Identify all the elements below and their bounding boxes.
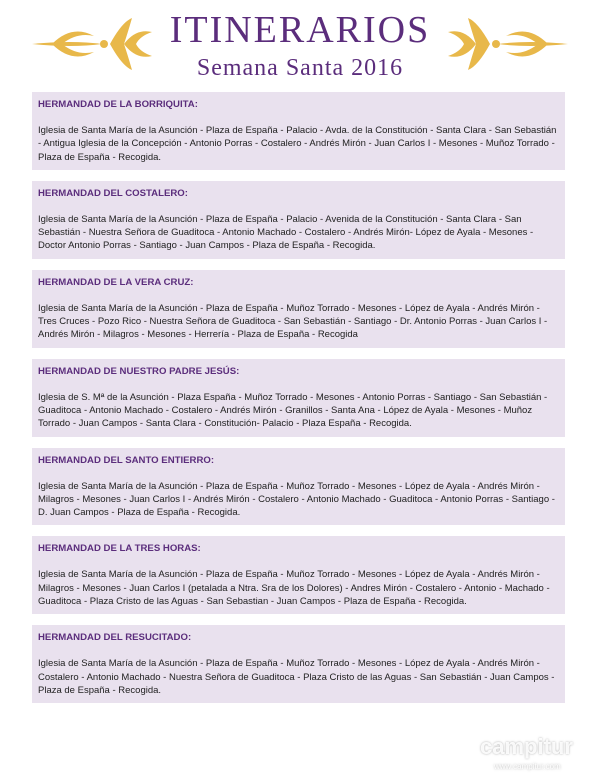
itinerary-section-costalero <box>32 181 565 259</box>
section-title: HERMANDAD DEL RESUCITADO: <box>38 632 192 644</box>
watermark-logo <box>470 724 594 774</box>
section-route: Iglesia de Santa María de la Asunción - Plaza de España - Muñoz Torrado - Mesones - López de Ayala - Andrés Mirón - Milagros - Mesones - Juan Carlos I (petalada a Ntra. Sra de los Dolores) - Andres Mirón - Costalero - Antonio - Machado - Guaditoca - Plaza Cristo de las Aguas - San Sebastian - Juan Campos - Plaza de España - Recogida. <box>38 569 550 608</box>
itinerary-section-vera-cruz <box>32 270 565 348</box>
section-route: Iglesia de Santa María de la Asunción - Plaza de España - Muñoz Torrado - Mesones - López de Ayala - Andrés Mirón - Costalero - Antonio Machado - Nuestra Señora de Guaditoca - Plaza Cristo de las Aguas - San Sebastián - Juan Campos - Plaza de España - Recogida. <box>38 658 555 696</box>
itinerary-section-resucitado <box>32 625 565 703</box>
section-route: Iglesia de Santa María de la Asunción - Plaza de España - Palacio - Avenida de la Constitución - Santa Clara - San Sebastián - Nuestra Señora de Guaditoca - Antonio Machado - Costalero - Andrés Mirón- López de Ayala - Mesones - Doctor Antonio Porras - Santiago - Juan Campos - Plaza de España - Recogida. <box>38 213 534 252</box>
section-title: HERMANDAD DE LA VERA CRUZ: <box>38 276 194 288</box>
watermark-url: www.campitur.com <box>494 762 561 771</box>
itinerary-section-padre-jesus <box>32 359 565 437</box>
section-title: HERMANDAD DEL COSTALERO: <box>38 187 188 199</box>
section-route: Iglesia de S. Mª de la Asunción - Plaza España - Muñoz Torrado - Mesones - Antonio Porras - Santiago - San Sebastián - Guaditoca - Antonio Machado - Costalero - Andrés Mirón - Granillos - Santa Ana - López de Ayala - Mesones - Muñoz Torrado - Juan Campos - Santa Clara - Constitución- Palacio - Plaza España - Recogida. <box>38 391 548 430</box>
right-fleur-ornament-icon <box>443 14 568 76</box>
itinerary-list <box>32 92 565 714</box>
page-subtitle: Semana Santa 2016 <box>196 55 404 81</box>
section-title: HERMANDAD DE LA BORRIQUITA: <box>38 99 198 110</box>
section-title: HERMANDAD DE LA TRES HORAS: <box>38 543 201 555</box>
section-route: Iglesia de Santa María de la Asunción - Plaza de España - Muñoz Torrado - Mesones - López de Ayala - Andrés Mirón - Milagros - Mesones - Juan Carlos I - Andrés Mirón - Costalero - Antonio Machado - Guaditoca - Antonio Porras - Santiago - D. Juan Campos - Plaza de España - Recogida. <box>38 480 555 519</box>
section-title: HERMANDAD DE NUESTRO PADRE JESÚS: <box>38 365 240 377</box>
watermark-brand: campitur <box>480 734 573 759</box>
section-title: HERMANDAD DEL SANTO ENTIERRO: <box>38 454 215 466</box>
section-route: Iglesia de Santa María de la Asunción - Plaza de España - Muñoz Torrado - Mesones - López de Ayala - Andrés Mirón - Tres Cruces - Pozo Rico - Nuestra Señora de Guaditoca - San Sebastián - Santiago - Dr. Antonio Porras - Juan Carlos I - Andrés Mirón - Milagros - Mesones - Herrería - Plaza de España - Recogida <box>38 302 548 341</box>
page-title: ITINERARIOS <box>169 9 431 51</box>
itinerary-section-borriquita <box>32 92 565 170</box>
itinerary-section-santo-entierro <box>32 448 565 526</box>
section-route: Iglesia de Santa María de la Asunción - Plaza de España - Palacio - Avda. de la Constitución - Santa Clara - San Sebastián - Antigua Iglesia de la Concepción - Antonio Porras - Costalero - Andrés Mirón - Juan Carlos I - Mesones - Muñoz Torrado - Plaza de España - Recogida. <box>38 125 557 163</box>
itinerary-section-tres-horas <box>32 536 565 614</box>
page-header <box>0 0 600 90</box>
